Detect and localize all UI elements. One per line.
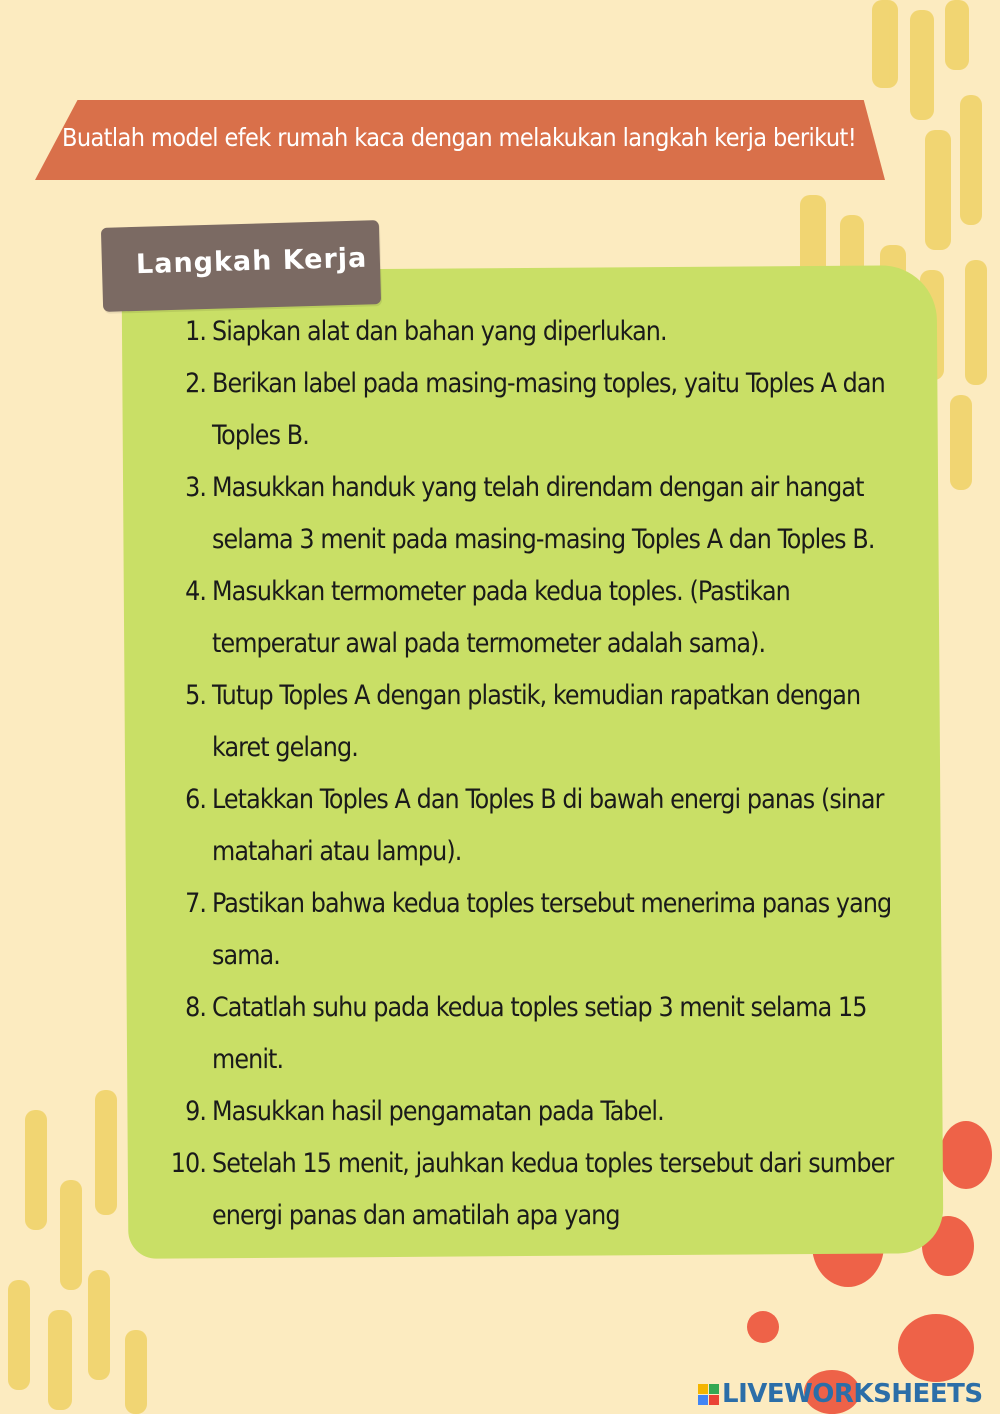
- list-item: [160, 566, 920, 670]
- brand-name: LIVEWORKSHEETS: [722, 1379, 983, 1409]
- list-item: [160, 878, 920, 982]
- step-number: 6.: [185, 784, 206, 815]
- step-text: Masukkan hasil pengamatan pada Tabel.: [212, 1096, 664, 1127]
- list-item: [160, 462, 920, 566]
- instruction-title: Buatlah model efek rumah kaca dengan melakukan langkah kerja berikut!: [62, 123, 857, 152]
- liveworksheets-logo-icon: [698, 1384, 719, 1405]
- step-text: Masukkan handuk yang telah direndam dengan air hangat selama 3 menit pada masing-masing Toples A dan Toples B.: [212, 472, 875, 555]
- steps-list: [160, 306, 920, 1242]
- list-item: [160, 1138, 920, 1242]
- list-item: [160, 306, 920, 358]
- step-number: 2.: [185, 368, 206, 399]
- section-tag-label: Langkah Kerja: [135, 242, 368, 281]
- step-number: 4.: [185, 576, 206, 607]
- step-text: Pastikan bahwa kedua toples tersebut menerima panas yang sama.: [212, 888, 892, 971]
- list-item: [160, 982, 920, 1086]
- step-text: Siapkan alat dan bahan yang diperlukan.: [212, 316, 667, 347]
- step-number: 7.: [185, 888, 206, 919]
- step-text: Masukkan termometer pada kedua toples. (Pastikan temperatur awal pada termometer adalah sama).: [212, 576, 790, 659]
- step-text: Catatlah suhu pada kedua toples setiap 3 menit selama 15 menit.: [212, 992, 867, 1075]
- step-number: 10.: [170, 1148, 206, 1179]
- step-number: 9.: [185, 1096, 206, 1127]
- list-item: [160, 1086, 920, 1138]
- step-number: 5.: [185, 680, 206, 711]
- list-item: [160, 670, 920, 774]
- step-text: Tutup Toples A dengan plastik, kemudian rapatkan dengan karet gelang.: [212, 680, 861, 763]
- list-item: [160, 358, 920, 462]
- step-text: Setelah 15 menit, jauhkan kedua toples tersebut dari sumber energi panas dan amatilah apa yang: [212, 1148, 894, 1231]
- step-text: Berikan label pada masing-masing toples, yaitu Toples A dan Toples B.: [212, 368, 885, 451]
- step-number: 8.: [185, 992, 206, 1023]
- list-item: [160, 774, 920, 878]
- brush-strokes-bottom-left: [8, 1090, 147, 1414]
- step-number: 1.: [185, 316, 206, 347]
- step-text: Letakkan Toples A dan Toples B di bawah energi panas (sinar matahari atau lampu).: [212, 784, 884, 867]
- liveworksheets-brand[interactable]: [698, 1378, 983, 1410]
- step-number: 3.: [185, 472, 206, 503]
